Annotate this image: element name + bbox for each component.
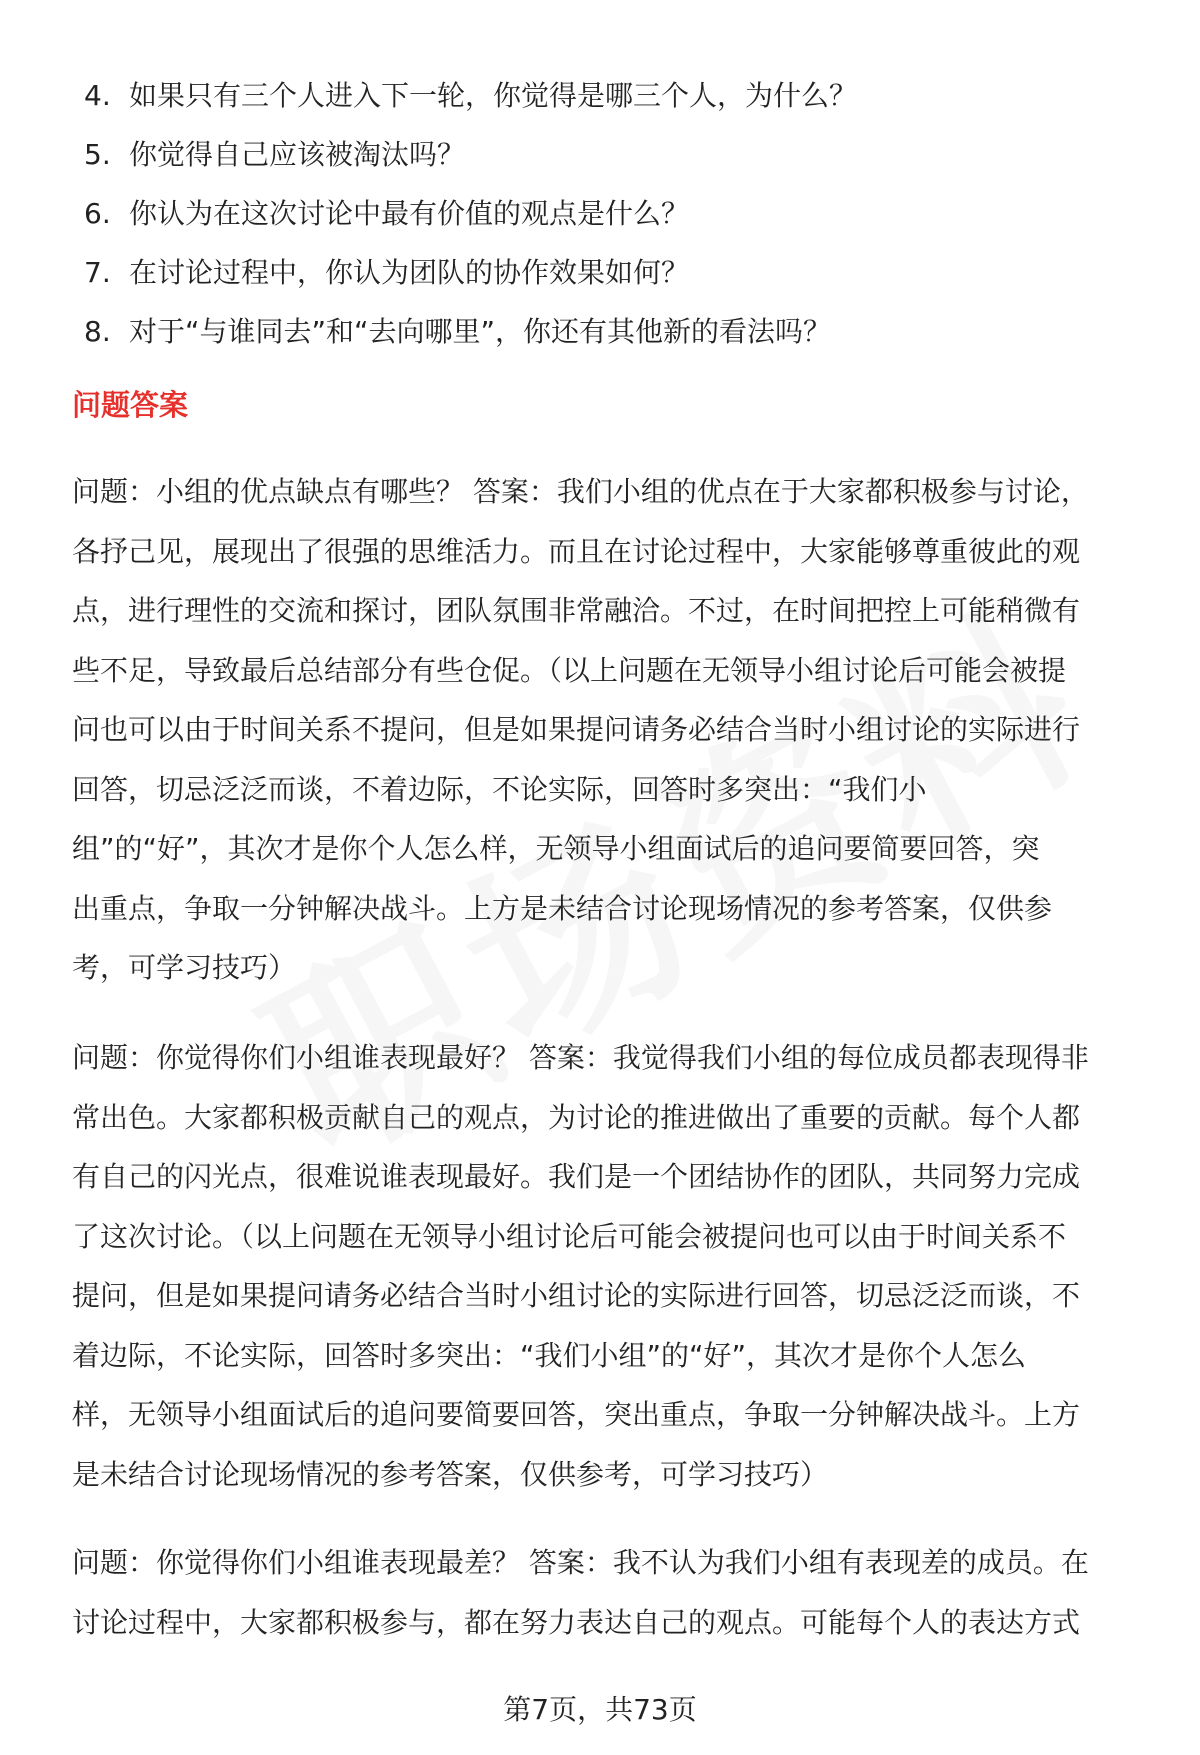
paragraph-line: 各抒己见，展现出了很强的思维活力。而且在讨论过程中，大家能够尊重彼此的观 (72, 534, 1081, 568)
paragraph-line: 常出色。大家都积极贡献自己的观点，为讨论的推进做出了重要的贡献。每个人都 (72, 1100, 1081, 1134)
paragraph-line: 是未结合讨论现场情况的参考答案，仅供参考，可学习技巧） (72, 1457, 829, 1491)
question-list (84, 66, 1144, 361)
paragraph-line: 了这次讨论。（以上问题在无领导小组讨论后可能会被提问也可以由于时间关系不 (72, 1219, 1067, 1253)
answer-paragraph (72, 462, 1154, 998)
question-item (84, 302, 1144, 361)
paragraph-line: 点，进行理性的交流和探讨，团队氛围非常融洽。不过，在时间把控上可能稍微有 (72, 594, 1081, 627)
paragraph-line: 讨论过程中，大家都积极参与，都在努力表达自己的观点。可能每个人的表达方式 (72, 1605, 1081, 1639)
question-text: 你认为在这次讨论中最有价值的观点是什么？ (129, 197, 690, 230)
question-text: 对于“与谁同去”和“去向哪里”，你还有其他新的看法吗？ (129, 315, 832, 348)
answer-paragraph (72, 1028, 1154, 1504)
section-title: 问题答案 (72, 388, 189, 422)
question-text: 在讨论过程中，你认为团队的协作效果如何？ (129, 256, 690, 289)
paragraph-line: 些不足，导致最后总结部分有些仓促。（以上问题在无领导小组讨论后可能会被提 (72, 653, 1067, 687)
question-item (84, 243, 1144, 302)
paragraph-line: 考，可学习技巧） (72, 951, 297, 984)
page-number-footer: 第7页，共73页 (503, 1693, 697, 1726)
paragraph-line: 提问，但是如果提问请务必结合当时小组讨论的实际进行回答，切忌泛泛而谈，不 (72, 1279, 1081, 1312)
question-text: 你觉得自己应该被淘汰吗？ (129, 138, 466, 171)
paragraph-line: 有自己的闪光点，很难说谁表现最好。我们是一个团结协作的团队，共同努力完成 (72, 1160, 1081, 1193)
paragraph-line: 出重点，争取一分钟解决战斗。上方是未结合讨论现场情况的参考答案，仅供参 (72, 891, 1053, 925)
paragraph-line: 问也可以由于时间关系不提问，但是如果提问请务必结合当时小组讨论的实际进行 (72, 713, 1081, 746)
paragraph-line: 着边际，不论实际，回答时多突出：“我们小组”的“好”，其次才是你个人怎么 (72, 1338, 1027, 1372)
question-number: 6. (84, 197, 111, 230)
paragraph-line: 样，无领导小组面试后的追问要简要回答，突出重点，争取一分钟解决战斗。上方 (72, 1398, 1081, 1431)
paragraph-line: 问题：你觉得你们小组谁表现最好？ 答案：我觉得我们小组的每位成员都表现得非 (72, 1041, 1089, 1074)
question-number: 8. (84, 315, 111, 348)
question-item (84, 125, 1144, 184)
question-number: 5. (84, 138, 111, 171)
paragraph-line: 组”的“好”，其次才是你个人怎么样，无领导小组面试后的追问要简要回答，突 (72, 832, 1040, 865)
question-item (84, 184, 1144, 243)
question-number: 4. (84, 79, 111, 112)
paragraph-line: 回答，切忌泛泛而谈，不着边际，不论实际，回答时多突出：“我们小 (72, 772, 927, 806)
paragraph-line: 问题：小组的优点缺点有哪些？ 答案：我们小组的优点在于大家都积极参与讨论， (72, 475, 1089, 508)
question-number: 7. (84, 256, 111, 289)
answer-paragraph (72, 1533, 1154, 1652)
question-text: 如果只有三个人进入下一轮，你觉得是哪三个人，为什么？ (129, 79, 858, 112)
question-item (84, 66, 1144, 125)
paragraph-line: 问题：你觉得你们小组谁表现最差？ 答案：我不认为我们小组有表现差的成员。在 (72, 1546, 1089, 1579)
